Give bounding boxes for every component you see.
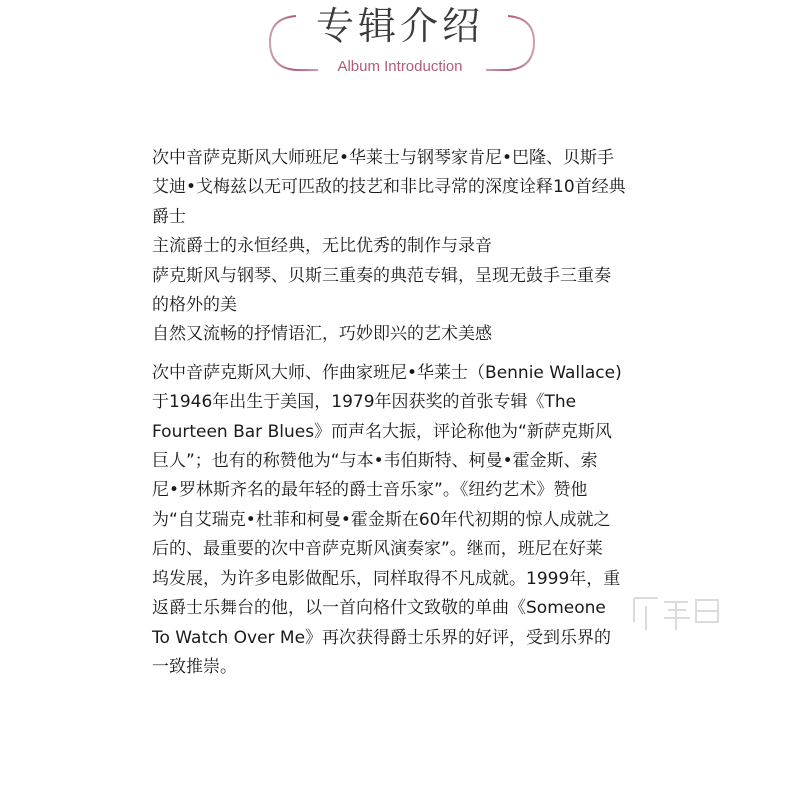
text-line: 爵士 <box>152 206 186 227</box>
text-line: 的格外的美 <box>152 295 237 316</box>
page-subtitle: Album Introduction <box>337 58 463 75</box>
text-line: 返爵士乐舞台的他，以一首向格什文致敬的单曲《Someone <box>152 598 606 619</box>
text-line: 次中音萨克斯风大师班尼•华莱士与钢琴家肯尼•巴隆、贝斯手 <box>152 148 615 168</box>
text-line: 尼•罗林斯齐名的最年轻的爵士音乐家”。《纽约艺术》赞他 <box>152 480 588 501</box>
text-line: 主流爵士的永恒经典，无比优秀的制作与录音 <box>152 236 492 257</box>
text-line: 次中音萨克斯风大师、作曲家班尼•华莱士（Bennie Wallace) <box>152 362 622 383</box>
text-line: 萨克斯风与钢琴、贝斯三重奏的典范专辑，呈现无鼓手三重奏 <box>152 265 611 286</box>
paragraph-highlights <box>152 144 662 350</box>
text-line: To Watch Over Me》再次获得爵士乐界的好评，受到乐界的 <box>152 627 612 648</box>
text-line: 一致推崇。 <box>152 656 237 677</box>
text-line: 后的、最重要的次中音萨克斯风演奏家”。继而，班尼在好莱 <box>152 539 603 560</box>
section-header <box>0 0 800 90</box>
text-line: 艾迪•戈梅兹以无可匹敌的技艺和非比寻常的深度诠释10首经典 <box>152 177 626 198</box>
page-title: 专辑介绍 <box>315 4 484 48</box>
text-line: Fourteen Bar Blues》而声名大振，评论称他为“新萨克斯风 <box>152 421 612 442</box>
text-line: 巨人”；也有的称赞他为“与本•韦伯斯特、柯曼•霍金斯、索 <box>152 451 598 472</box>
text-line: 自然又流畅的抒情语汇，巧妙即兴的艺术美感 <box>152 324 492 345</box>
paragraph-biography <box>152 359 662 682</box>
text-line: 为“自艾瑞克•杜菲和柯曼•霍金斯在60年代初期的惊人成就之 <box>152 509 611 530</box>
text-line: 于1946年出生于美国，1979年因获奖的首张专辑《The <box>152 392 577 413</box>
text-line: 坞发展，为许多电影做配乐，同样取得不凡成就。1999年，重 <box>152 568 621 589</box>
album-description <box>152 144 662 682</box>
watermark-logo-icon <box>628 592 724 636</box>
